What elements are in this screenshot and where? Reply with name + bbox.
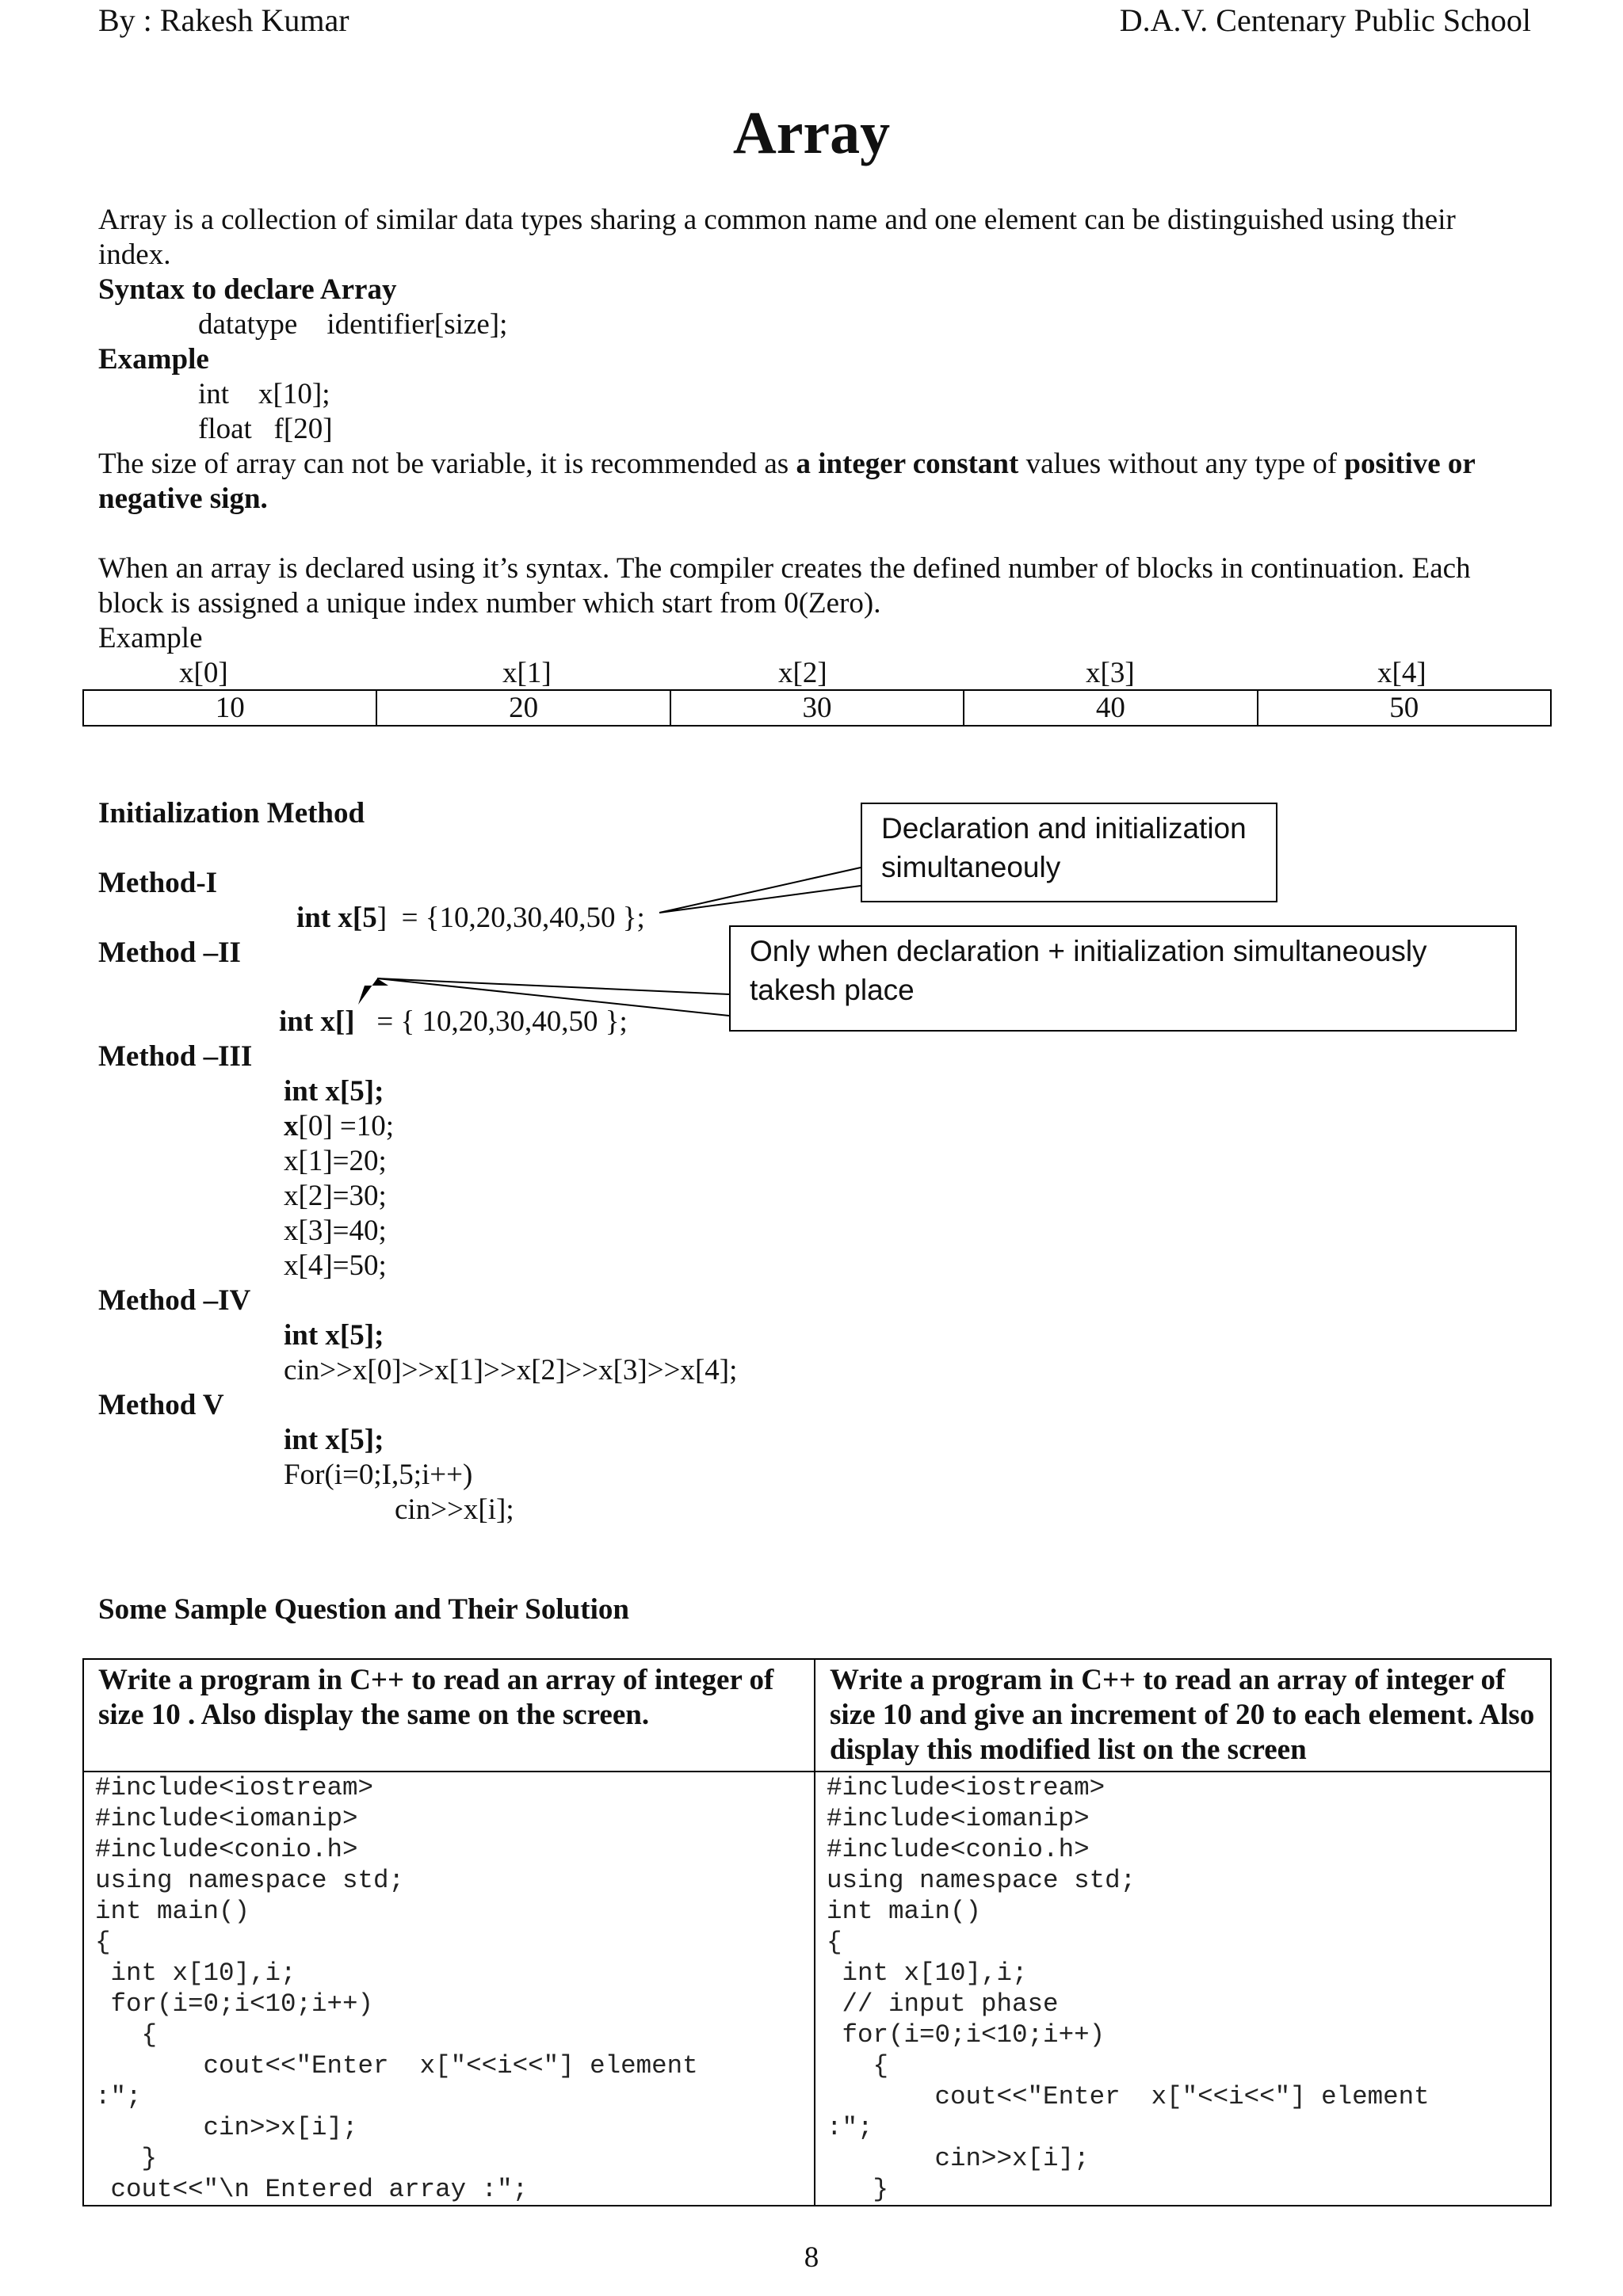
method-4-line: cin>>x[0]>>x[1]>>x[2]>>x[3]>>x[4];: [284, 1354, 738, 1386]
example-label: Example: [98, 622, 203, 654]
method-3-line-5: x[4]=50;: [284, 1249, 387, 1282]
sample-questions-table: [82, 1658, 1552, 2206]
size-note-bold-2: positive or negative sign.: [98, 448, 1476, 515]
callout-2-pointer: [377, 978, 729, 1016]
method-5-loop: For(i=0;I,5;i++): [284, 1459, 473, 1491]
array-index-0: x[0]: [179, 657, 228, 689]
init-heading: Initialization Method: [98, 797, 365, 830]
method-3-line-1-x: x: [284, 1110, 299, 1142]
size-note-part-1: The size of array can not be variable, it is recommended as: [98, 448, 796, 480]
method-3-decl: int x[5];: [284, 1075, 384, 1108]
method-3-line-4: x[3]=40;: [284, 1215, 387, 1247]
method-2-label: Method –II: [98, 936, 241, 969]
size-note-part-2: values without any type of: [1018, 448, 1345, 480]
method-3-line-2: x[1]=20;: [284, 1145, 387, 1177]
callout-2-arrowhead: [358, 978, 388, 1005]
array-index-3: x[3]: [1086, 657, 1135, 689]
question-2: Write a program in C++ to read an array of integer of size 10 and give an increment of 20 to each element. Also display this modified list on the screen: [815, 1659, 1551, 1772]
page-number: 8: [804, 2241, 819, 2274]
method-5-label: Method V: [98, 1389, 224, 1421]
solution-2-code: #include<iostream> #include<iomanip> #include<conio.h> using namespace std; int main() { int x[10],i; // input phase for(i=0;i<10;i++) { cout<<"Enter x["<<i<<"] element :"; cin>>x[i]; }: [827, 1773, 1430, 2204]
page-title: Array: [732, 100, 891, 166]
question-1: Write a program in C++ to read an array of integer of size 10 . Also display the same on the screen.: [83, 1659, 815, 1772]
array-definition: Array is a collection of similar data types sharing a common name and one element can be distinguished using their index.: [98, 204, 1456, 271]
callout-1-pointer: [659, 868, 861, 913]
example-heading: Example: [98, 343, 209, 376]
method-1-code-decl: int x[5: [296, 902, 377, 934]
array-index-4: x[4]: [1377, 657, 1426, 689]
callout-only-when: Only when declaration + initialization simultaneously takesh place: [729, 925, 1517, 1032]
method-1-code-values: ] = {10,20,30,40,50 };: [376, 902, 645, 934]
method-5-body: cin>>x[i];: [395, 1493, 514, 1526]
array-value-0: 10: [83, 690, 376, 726]
samples-heading: Some Sample Question and Their Solution: [98, 1593, 629, 1626]
method-5-decl: int x[5];: [284, 1424, 384, 1456]
example-line-2: float f[20]: [198, 413, 333, 445]
array-index-2: x[2]: [778, 657, 827, 689]
array-index-1: x[1]: [502, 657, 552, 689]
compiler-note: When an array is declared using it’s syntax. The compiler creates the defined number of blocks in continuation. Each block is assigned a unique index number which start from 0(Zero).: [98, 552, 1471, 620]
syntax-heading: Syntax to declare Array: [98, 273, 397, 306]
example-line-1: int x[10];: [198, 378, 330, 410]
size-note-bold-1: a integer constant: [796, 448, 1019, 480]
array-value-3: 40: [964, 690, 1257, 726]
method-3-line-1-rest: [0] =10;: [298, 1110, 395, 1142]
method-3-label: Method –III: [98, 1040, 253, 1073]
author-header: By : Rakesh Kumar: [98, 2, 349, 38]
array-value-2: 30: [670, 690, 964, 726]
method-3-line-3: x[2]=30;: [284, 1180, 387, 1212]
solution-1-code: #include<iostream> #include<iomanip> #include<conio.h> using namespace std; int main() { int x[10],i; for(i=0;i<10;i++) { cout<<"Enter x["<<i<<"] element :"; cin>>x[i]; } cout<<"\n Entered array :";: [95, 1773, 698, 2204]
method-1-label: Method-I: [98, 867, 218, 899]
method-2-code-values: = { 10,20,30,40,50 };: [354, 1005, 628, 1038]
syntax-line: datatype identifier[size];: [198, 308, 508, 341]
method-2-code-decl: int x[]: [279, 1005, 355, 1038]
callout-declaration-init: Declaration and initialization simultaneouly: [861, 803, 1277, 902]
method-4-label: Method –IV: [98, 1284, 251, 1317]
school-header: D.A.V. Centenary Public School: [1119, 2, 1531, 38]
method-4-decl: int x[5];: [284, 1319, 384, 1352]
array-value-4: 50: [1258, 690, 1551, 726]
array-value-1: 20: [376, 690, 670, 726]
